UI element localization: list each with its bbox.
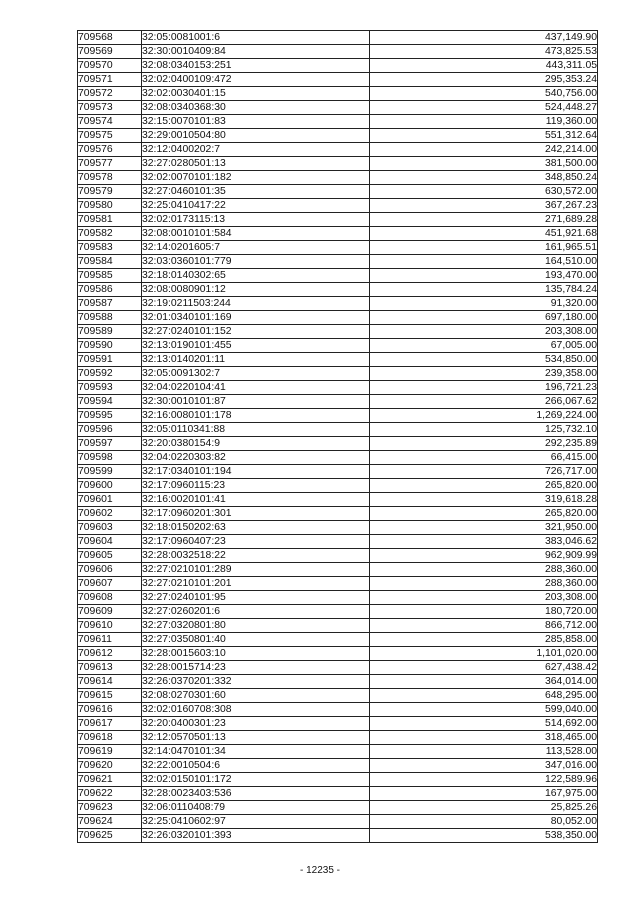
record-id-cell: 709617 <box>78 717 142 731</box>
table-row <box>78 689 598 703</box>
cadastral-number-cell: 32:06:0110408:79 <box>142 801 370 815</box>
record-id-cell: 709585 <box>78 269 142 283</box>
table-row <box>78 619 598 633</box>
table-row <box>78 31 598 45</box>
amount-cell: 540,756.00 <box>370 87 598 101</box>
amount-cell: 319,618.28 <box>370 493 598 507</box>
amount-cell: 381,500.00 <box>370 157 598 171</box>
amount-cell: 196,721.23 <box>370 381 598 395</box>
record-id-cell: 709625 <box>78 829 142 843</box>
record-id-cell: 709596 <box>78 423 142 437</box>
record-id-cell: 709572 <box>78 87 142 101</box>
cadastral-number-cell: 32:30:0010101:87 <box>142 395 370 409</box>
cadastral-number-cell: 32:05:0110341:88 <box>142 423 370 437</box>
cadastral-number-cell: 32:08:0270301:60 <box>142 689 370 703</box>
table-row <box>78 409 598 423</box>
amount-cell: 437,149.90 <box>370 31 598 45</box>
cadastral-number-cell: 32:20:0400301:23 <box>142 717 370 731</box>
cadastral-number-cell: 32:30:0010409:84 <box>142 45 370 59</box>
cadastral-number-cell: 32:03:0360101:779 <box>142 255 370 269</box>
record-id-cell: 709592 <box>78 367 142 381</box>
cadastral-number-cell: 32:17:0960201:301 <box>142 507 370 521</box>
cadastral-number-cell: 32:27:0320801:80 <box>142 619 370 633</box>
table-row <box>78 759 598 773</box>
record-id-cell: 709569 <box>78 45 142 59</box>
cadastral-number-cell: 32:17:0340101:194 <box>142 465 370 479</box>
record-id-cell: 709583 <box>78 241 142 255</box>
amount-cell: 266,067.62 <box>370 395 598 409</box>
amount-cell: 534,850.00 <box>370 353 598 367</box>
table-row <box>78 101 598 115</box>
amount-cell: 91,320.00 <box>370 297 598 311</box>
cadastral-number-cell: 32:02:0070101:182 <box>142 171 370 185</box>
record-id-cell: 709598 <box>78 451 142 465</box>
cadastral-number-cell: 32:27:0350801:40 <box>142 633 370 647</box>
cadastral-number-cell: 32:27:0210101:289 <box>142 563 370 577</box>
table-row <box>78 59 598 73</box>
amount-cell: 203,308.00 <box>370 591 598 605</box>
amount-cell: 473,825.53 <box>370 45 598 59</box>
table-row <box>78 367 598 381</box>
cadastral-number-cell: 32:25:0410417:22 <box>142 199 370 213</box>
amount-cell: 292,235.89 <box>370 437 598 451</box>
cadastral-number-cell: 32:27:0280501:13 <box>142 157 370 171</box>
record-id-cell: 709606 <box>78 563 142 577</box>
record-id-cell: 709586 <box>78 283 142 297</box>
cadastral-number-cell: 32:26:0370201:332 <box>142 675 370 689</box>
table-row <box>78 703 598 717</box>
table-row <box>78 437 598 451</box>
record-id-cell: 709570 <box>78 59 142 73</box>
record-id-cell: 709610 <box>78 619 142 633</box>
record-id-cell: 709621 <box>78 773 142 787</box>
amount-cell: 161,965.51 <box>370 241 598 255</box>
record-id-cell: 709577 <box>78 157 142 171</box>
cadastral-number-cell: 32:08:0010101:584 <box>142 227 370 241</box>
record-id-cell: 709594 <box>78 395 142 409</box>
table-row <box>78 605 598 619</box>
table-row <box>78 549 598 563</box>
cadastral-number-cell: 32:26:0320101:393 <box>142 829 370 843</box>
table-row <box>78 73 598 87</box>
record-id-cell: 709587 <box>78 297 142 311</box>
amount-cell: 285,858.00 <box>370 633 598 647</box>
cadastral-number-cell: 32:08:0340368:30 <box>142 101 370 115</box>
amount-cell: 318,465.00 <box>370 731 598 745</box>
amount-cell: 180,720.00 <box>370 605 598 619</box>
record-id-cell: 709602 <box>78 507 142 521</box>
amount-cell: 524,448.27 <box>370 101 598 115</box>
table-row <box>78 227 598 241</box>
table-row <box>78 87 598 101</box>
amount-cell: 364,014.00 <box>370 675 598 689</box>
record-id-cell: 709622 <box>78 787 142 801</box>
table-row <box>78 325 598 339</box>
table-body <box>78 31 598 843</box>
amount-cell: 962,909.99 <box>370 549 598 563</box>
amount-cell: 697,180.00 <box>370 311 598 325</box>
amount-cell: 295,353.24 <box>370 73 598 87</box>
cadastral-number-cell: 32:02:0150101:172 <box>142 773 370 787</box>
record-id-cell: 709579 <box>78 185 142 199</box>
table-row <box>78 395 598 409</box>
amount-cell: 167,975.00 <box>370 787 598 801</box>
cadastral-number-cell: 32:04:0220104:41 <box>142 381 370 395</box>
record-id-cell: 709609 <box>78 605 142 619</box>
cadastral-number-cell: 32:29:0010504:80 <box>142 129 370 143</box>
table-row <box>78 423 598 437</box>
record-id-cell: 709601 <box>78 493 142 507</box>
cadastral-number-cell: 32:02:0160708:308 <box>142 703 370 717</box>
record-id-cell: 709582 <box>78 227 142 241</box>
record-id-cell: 709608 <box>78 591 142 605</box>
cadastral-number-cell: 32:12:0400202:7 <box>142 143 370 157</box>
cadastral-number-cell: 32:28:0023403:536 <box>142 787 370 801</box>
amount-cell: 122,589.96 <box>370 773 598 787</box>
cadastral-number-cell: 32:27:0240101:95 <box>142 591 370 605</box>
record-id-cell: 709590 <box>78 339 142 353</box>
cadastral-number-cell: 32:17:0960407:23 <box>142 535 370 549</box>
record-id-cell: 709584 <box>78 255 142 269</box>
cadastral-number-cell: 32:02:0030401:15 <box>142 87 370 101</box>
amount-cell: 135,784.24 <box>370 283 598 297</box>
table-row <box>78 787 598 801</box>
record-id-cell: 709597 <box>78 437 142 451</box>
cadastral-number-cell: 32:13:0190101:455 <box>142 339 370 353</box>
table-row <box>78 353 598 367</box>
table-row <box>78 283 598 297</box>
cadastral-number-cell: 32:25:0410602:97 <box>142 815 370 829</box>
cadastral-number-cell: 32:02:0173115:13 <box>142 213 370 227</box>
amount-cell: 203,308.00 <box>370 325 598 339</box>
record-id-cell: 709574 <box>78 115 142 129</box>
record-id-cell: 709600 <box>78 479 142 493</box>
table-row <box>78 773 598 787</box>
table-row <box>78 493 598 507</box>
record-id-cell: 709589 <box>78 325 142 339</box>
amount-cell: 321,950.00 <box>370 521 598 535</box>
table-row <box>78 213 598 227</box>
record-id-cell: 709578 <box>78 171 142 185</box>
table-row <box>78 465 598 479</box>
data-table <box>77 30 598 843</box>
record-id-cell: 709588 <box>78 311 142 325</box>
cadastral-number-cell: 32:05:0081001:6 <box>142 31 370 45</box>
table-row <box>78 577 598 591</box>
table-row <box>78 185 598 199</box>
amount-cell: 80,052.00 <box>370 815 598 829</box>
amount-cell: 630,572.00 <box>370 185 598 199</box>
amount-cell: 25,825.26 <box>370 801 598 815</box>
record-id-cell: 709611 <box>78 633 142 647</box>
amount-cell: 66,415.00 <box>370 451 598 465</box>
table-row <box>78 591 598 605</box>
cadastral-number-cell: 32:20:0380154:9 <box>142 437 370 451</box>
table-row <box>78 647 598 661</box>
cadastral-number-cell: 32:01:0340101:169 <box>142 311 370 325</box>
amount-cell: 347,016.00 <box>370 759 598 773</box>
cadastral-number-cell: 32:14:0470101:34 <box>142 745 370 759</box>
amount-cell: 125,732.10 <box>370 423 598 437</box>
record-id-cell: 709593 <box>78 381 142 395</box>
amount-cell: 451,921.68 <box>370 227 598 241</box>
record-id-cell: 709599 <box>78 465 142 479</box>
cadastral-number-cell: 32:19:0211503:244 <box>142 297 370 311</box>
record-id-cell: 709568 <box>78 31 142 45</box>
cadastral-number-cell: 32:18:0150202:63 <box>142 521 370 535</box>
table-row <box>78 339 598 353</box>
table-row <box>78 269 598 283</box>
amount-cell: 113,528.00 <box>370 745 598 759</box>
record-id-cell: 709580 <box>78 199 142 213</box>
record-id-cell: 709571 <box>78 73 142 87</box>
record-id-cell: 709576 <box>78 143 142 157</box>
table-row <box>78 171 598 185</box>
record-id-cell: 709605 <box>78 549 142 563</box>
cadastral-number-cell: 32:16:0020101:41 <box>142 493 370 507</box>
amount-cell: 599,040.00 <box>370 703 598 717</box>
cadastral-number-cell: 32:27:0460101:35 <box>142 185 370 199</box>
cadastral-number-cell: 32:08:0340153:251 <box>142 59 370 73</box>
amount-cell: 514,692.00 <box>370 717 598 731</box>
table-row <box>78 815 598 829</box>
amount-cell: 265,820.00 <box>370 507 598 521</box>
table-row <box>78 479 598 493</box>
table-row <box>78 241 598 255</box>
amount-cell: 193,470.00 <box>370 269 598 283</box>
cadastral-number-cell: 32:18:0140302:65 <box>142 269 370 283</box>
table-row <box>78 731 598 745</box>
cadastral-number-cell: 32:27:0260201:6 <box>142 605 370 619</box>
table-row <box>78 199 598 213</box>
table-row <box>78 255 598 269</box>
record-id-cell: 709620 <box>78 759 142 773</box>
table-row <box>78 661 598 675</box>
table-row <box>78 535 598 549</box>
record-id-cell: 709603 <box>78 521 142 535</box>
record-id-cell: 709581 <box>78 213 142 227</box>
cadastral-number-cell: 32:12:0570501:13 <box>142 731 370 745</box>
amount-cell: 443,311.05 <box>370 59 598 73</box>
amount-cell: 866,712.00 <box>370 619 598 633</box>
table-row <box>78 311 598 325</box>
cadastral-number-cell: 32:08:0080901:12 <box>142 283 370 297</box>
table-row <box>78 157 598 171</box>
cadastral-number-cell: 32:04:0220303:82 <box>142 451 370 465</box>
record-id-cell: 709616 <box>78 703 142 717</box>
table-row <box>78 675 598 689</box>
cadastral-number-cell: 32:15:0070101:83 <box>142 115 370 129</box>
table-row <box>78 507 598 521</box>
amount-cell: 271,689.28 <box>370 213 598 227</box>
amount-cell: 67,005.00 <box>370 339 598 353</box>
amount-cell: 265,820.00 <box>370 479 598 493</box>
amount-cell: 367,267.23 <box>370 199 598 213</box>
cadastral-number-cell: 32:22:0010504:6 <box>142 759 370 773</box>
record-id-cell: 709604 <box>78 535 142 549</box>
record-id-cell: 709595 <box>78 409 142 423</box>
cadastral-number-cell: 32:05:0091302:7 <box>142 367 370 381</box>
amount-cell: 164,510.00 <box>370 255 598 269</box>
table-row <box>78 451 598 465</box>
amount-cell: 538,350.00 <box>370 829 598 843</box>
table-row <box>78 129 598 143</box>
record-id-cell: 709607 <box>78 577 142 591</box>
table-row <box>78 521 598 535</box>
amount-cell: 239,358.00 <box>370 367 598 381</box>
amount-cell: 242,214.00 <box>370 143 598 157</box>
table-row <box>78 745 598 759</box>
record-id-cell: 709591 <box>78 353 142 367</box>
amount-cell: 551,312.64 <box>370 129 598 143</box>
amount-cell: 1,101,020.00 <box>370 647 598 661</box>
table-row <box>78 829 598 843</box>
page-number: - 12235 - <box>299 865 341 876</box>
record-id-cell: 709624 <box>78 815 142 829</box>
table-row <box>78 633 598 647</box>
cadastral-number-cell: 32:27:0210101:201 <box>142 577 370 591</box>
amount-cell: 348,850.24 <box>370 171 598 185</box>
record-id-cell: 709619 <box>78 745 142 759</box>
table-row <box>78 143 598 157</box>
record-id-cell: 709623 <box>78 801 142 815</box>
amount-cell: 627,438.42 <box>370 661 598 675</box>
amount-cell: 726,717.00 <box>370 465 598 479</box>
table-row <box>78 717 598 731</box>
record-id-cell: 709573 <box>78 101 142 115</box>
record-id-cell: 709615 <box>78 689 142 703</box>
table-row <box>78 563 598 577</box>
table-row <box>78 801 598 815</box>
amount-cell: 288,360.00 <box>370 577 598 591</box>
record-id-cell: 709613 <box>78 661 142 675</box>
amount-cell: 119,360.00 <box>370 115 598 129</box>
amount-cell: 648,295.00 <box>370 689 598 703</box>
cadastral-number-cell: 32:28:0015603:10 <box>142 647 370 661</box>
table-row <box>78 45 598 59</box>
cadastral-number-cell: 32:17:0960115:23 <box>142 479 370 493</box>
table-row <box>78 115 598 129</box>
cadastral-number-cell: 32:28:0032518:22 <box>142 549 370 563</box>
record-id-cell: 709614 <box>78 675 142 689</box>
cadastral-number-cell: 32:13:0140201:11 <box>142 353 370 367</box>
record-id-cell: 709618 <box>78 731 142 745</box>
cadastral-number-cell: 32:14:0201605:7 <box>142 241 370 255</box>
cadastral-number-cell: 32:27:0240101:152 <box>142 325 370 339</box>
table-row <box>78 297 598 311</box>
record-id-cell: 709612 <box>78 647 142 661</box>
table-row <box>78 381 598 395</box>
cadastral-number-cell: 32:28:0015714:23 <box>142 661 370 675</box>
amount-cell: 383,046.62 <box>370 535 598 549</box>
cadastral-number-cell: 32:02:0400109:472 <box>142 73 370 87</box>
cadastral-number-cell: 32:16:0080101:178 <box>142 409 370 423</box>
record-id-cell: 709575 <box>78 129 142 143</box>
amount-cell: 1,269,224.00 <box>370 409 598 423</box>
amount-cell: 288,360.00 <box>370 563 598 577</box>
